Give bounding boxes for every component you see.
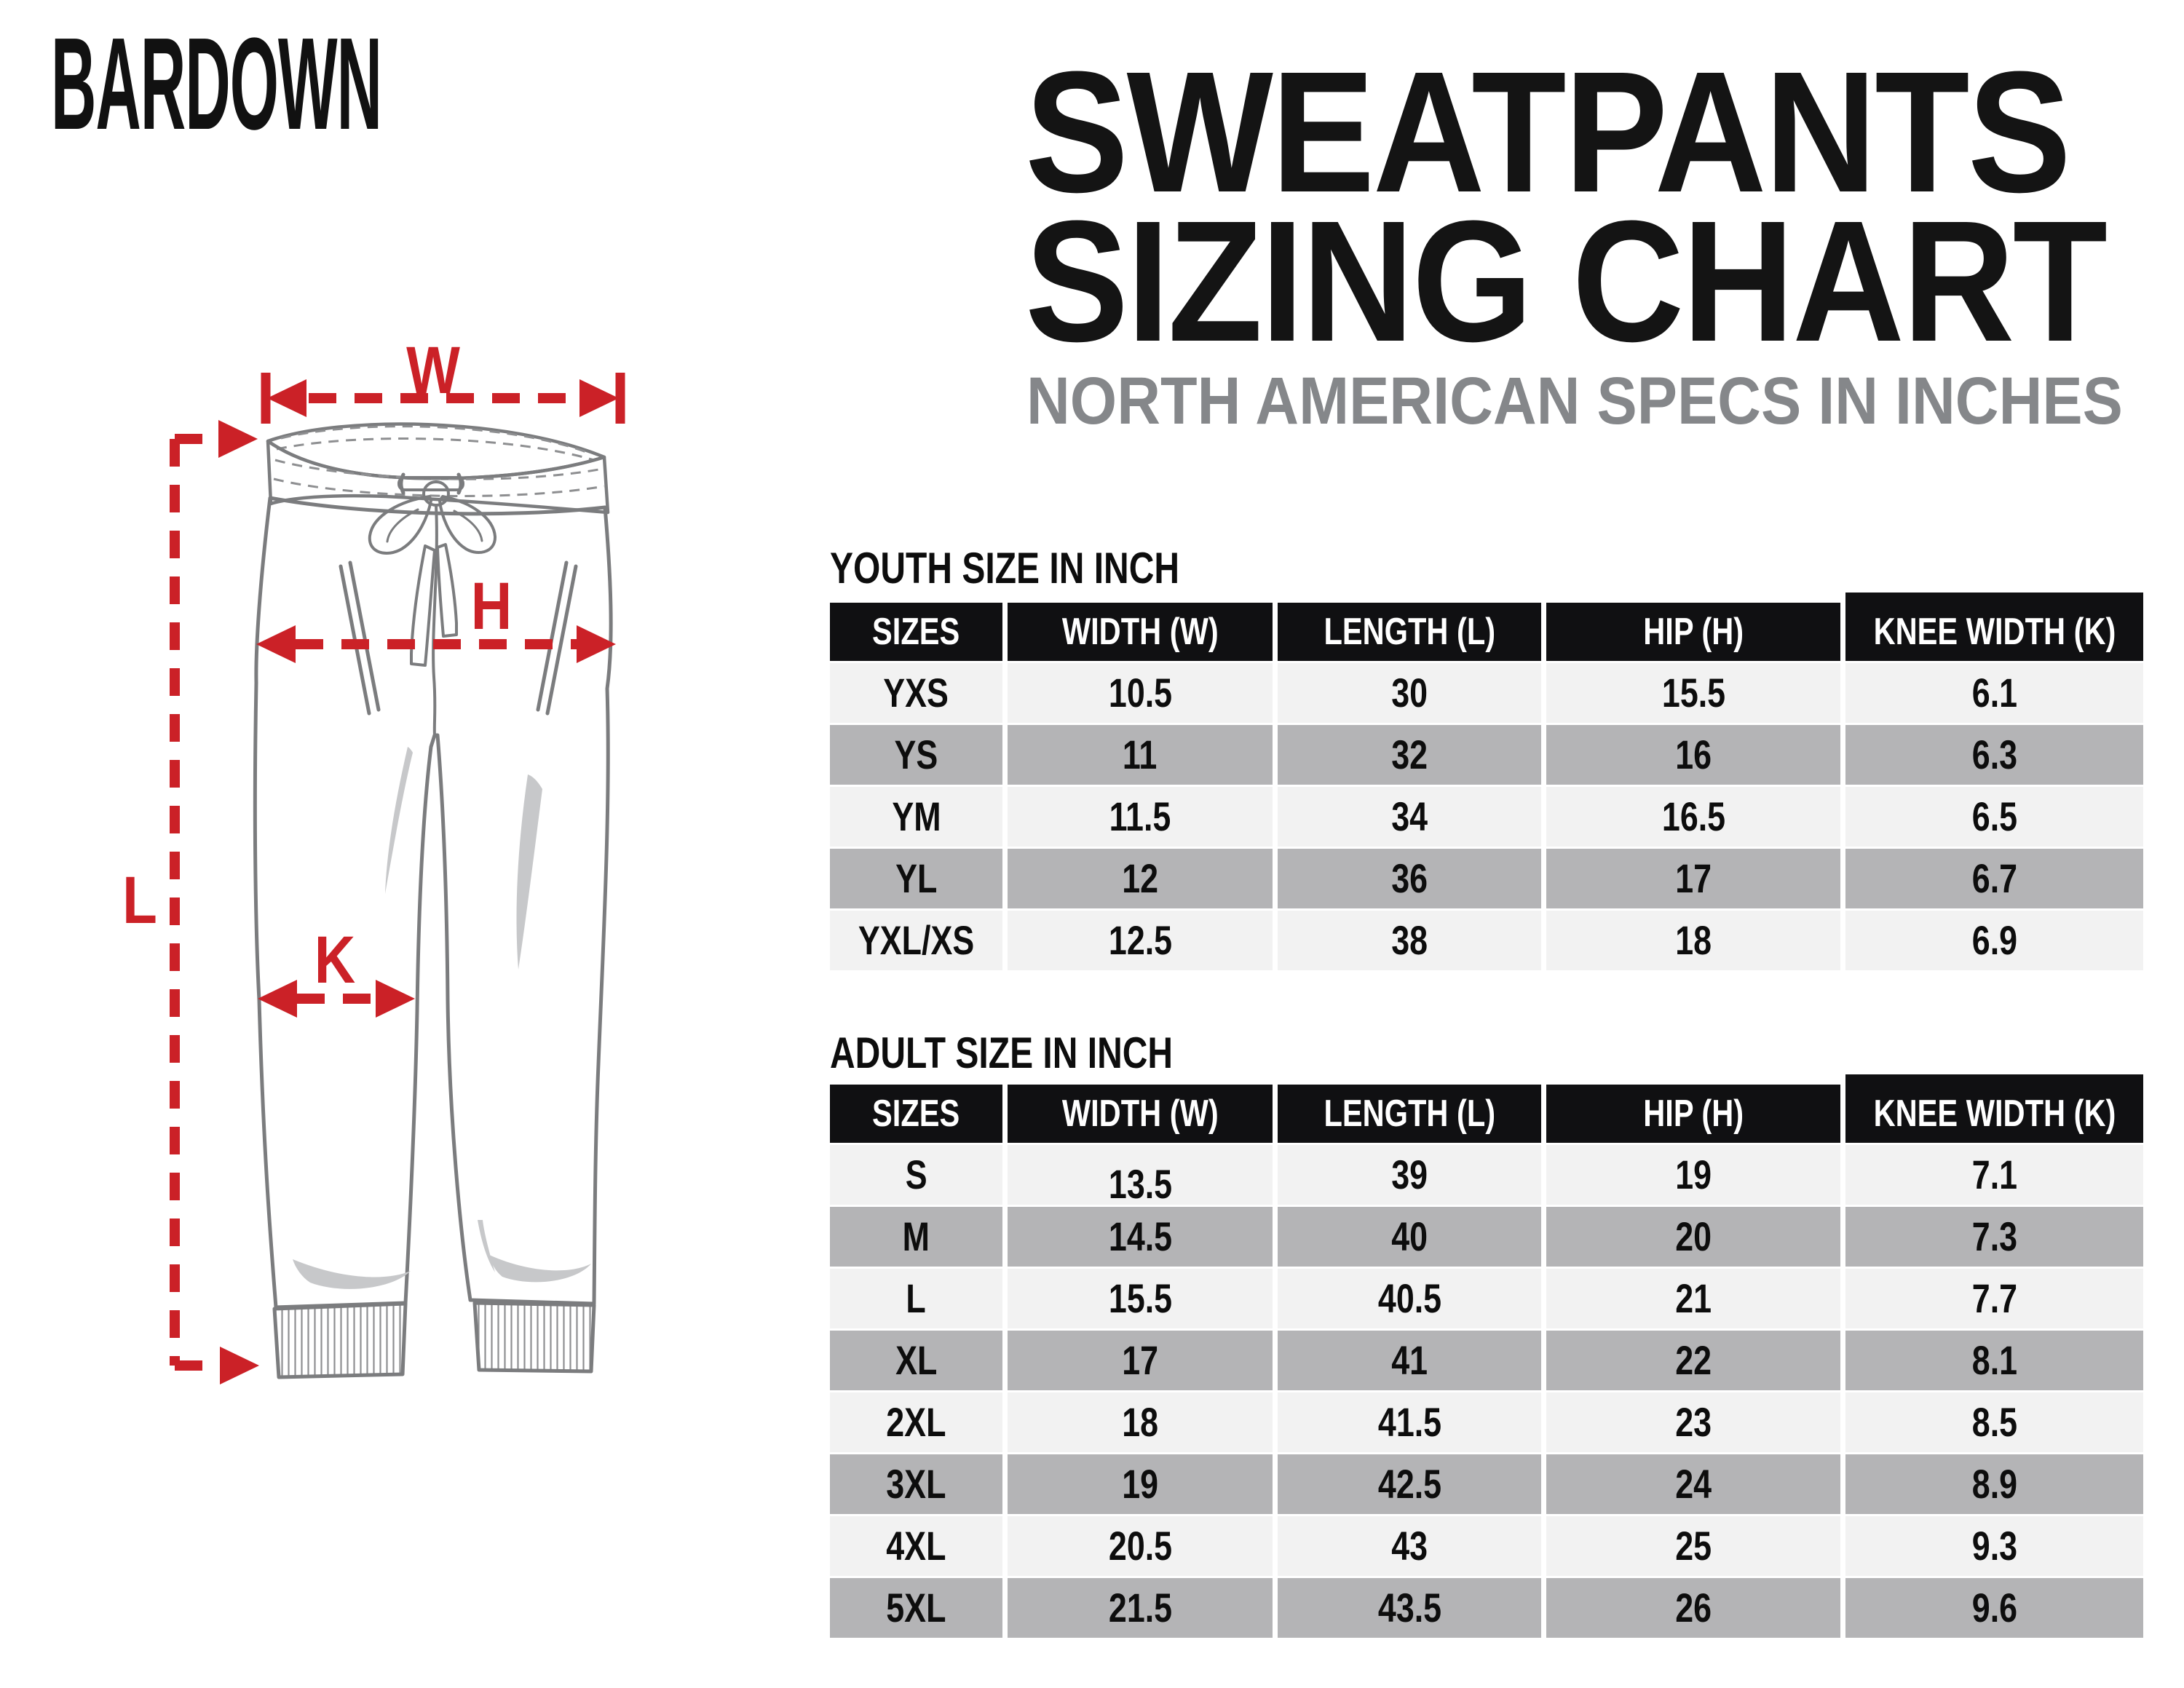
- size-cell: 2XL: [830, 1392, 1002, 1452]
- size-cell: XL: [830, 1331, 1002, 1390]
- value-cell: 6.1: [1845, 663, 2143, 723]
- value-cell: 7.1: [1845, 1145, 2143, 1205]
- hip-label: H: [470, 569, 513, 644]
- pocket-welts: [341, 563, 576, 713]
- value-cell: 23: [1546, 1392, 1840, 1452]
- value-cell: 41: [1278, 1331, 1541, 1390]
- value-cell: 36: [1278, 849, 1541, 908]
- pants-outline: [255, 424, 611, 1377]
- value-cell: 10.5: [1008, 663, 1273, 723]
- value-cell: 42.5: [1278, 1454, 1541, 1514]
- size-cell: YS: [830, 725, 1002, 785]
- length-label: L: [122, 863, 157, 938]
- value-cell: 18: [1546, 911, 1840, 970]
- value-cell: 17: [1008, 1331, 1273, 1390]
- size-cell: YXS: [830, 663, 1002, 723]
- value-cell: 8.5: [1845, 1392, 2143, 1452]
- value-cell: 19: [1546, 1145, 1840, 1205]
- size-cell: 3XL: [830, 1454, 1002, 1514]
- value-cell: 22: [1546, 1331, 1840, 1390]
- length-arrow: [122, 420, 259, 1384]
- value-cell: 21.5: [1008, 1578, 1273, 1638]
- value-cell: 7.7: [1845, 1269, 2143, 1328]
- value-cell: 21: [1546, 1269, 1840, 1328]
- value-cell: 40: [1278, 1207, 1541, 1267]
- value-cell: 11.5: [1008, 787, 1273, 847]
- header-cell: HIP (H): [1546, 1085, 1840, 1143]
- value-cell: 41.5: [1278, 1392, 1541, 1452]
- value-cell: 16.5: [1546, 787, 1840, 847]
- waistband: [268, 424, 608, 512]
- size-cell: YXL/XS: [830, 911, 1002, 970]
- value-cell: 17: [1546, 849, 1840, 908]
- knee-label: K: [314, 923, 356, 998]
- value-cell: 15.5: [1546, 663, 1840, 723]
- value-cell: 15.5: [1008, 1269, 1273, 1328]
- value-cell: 39: [1278, 1145, 1541, 1205]
- value-cell: 38: [1278, 911, 1541, 970]
- value-cell: 20: [1546, 1207, 1840, 1267]
- size-cell: 5XL: [830, 1578, 1002, 1638]
- size-cell: M: [830, 1207, 1002, 1267]
- value-cell: 8.1: [1845, 1331, 2143, 1390]
- value-cell: 40.5: [1278, 1269, 1541, 1328]
- value-cell: 6.9: [1845, 911, 2143, 970]
- value-cell: 13.5: [1008, 1145, 1273, 1205]
- value-cell: 16: [1546, 725, 1840, 785]
- youth-table-title: YOUTH SIZE IN INCH: [830, 544, 1180, 593]
- value-cell: 11: [1008, 725, 1273, 785]
- ribbed-cuffs: [274, 1303, 594, 1377]
- brand-logo-text: BARDOWN: [51, 11, 382, 157]
- width-arrow: [266, 335, 620, 424]
- sweatpants-diagram: [102, 335, 713, 1427]
- page-subtitle: NORTH AMERICAN SPECS IN INCHES: [1026, 364, 2123, 438]
- width-label: W: [406, 335, 460, 408]
- value-cell: 6.3: [1845, 725, 2143, 785]
- value-cell: 32: [1278, 725, 1541, 785]
- value-cell: 19: [1008, 1454, 1273, 1514]
- value-cell: 30: [1278, 663, 1541, 723]
- size-cell: L: [830, 1269, 1002, 1328]
- value-cell: 6.5: [1845, 787, 2143, 847]
- value-cell: 12.5: [1008, 911, 1273, 970]
- value-cell: 9.6: [1845, 1578, 2143, 1638]
- header-cell: SIZES: [830, 603, 1002, 661]
- youth-size-table: [830, 603, 2143, 970]
- knee-arrow: [258, 923, 415, 1018]
- adult-table-title: ADULT SIZE IN INCH: [830, 1029, 1174, 1077]
- header-cell: WIDTH (W): [1008, 603, 1273, 661]
- value-cell: 20.5: [1008, 1516, 1273, 1576]
- value-cell: 7.3: [1845, 1207, 2143, 1267]
- page-title-line2: SIZING CHART: [1025, 185, 2106, 378]
- adult-size-table: [830, 1085, 2143, 1638]
- value-cell: 43.5: [1278, 1578, 1541, 1638]
- value-cell: 9.3: [1845, 1516, 2143, 1576]
- header-cell: WIDTH (W): [1008, 1085, 1273, 1143]
- brand-logo: [51, 11, 740, 157]
- size-cell: S: [830, 1145, 1002, 1205]
- header-cell: SIZES: [830, 1085, 1002, 1143]
- value-cell: 8.9: [1845, 1454, 2143, 1514]
- header-cell: HIP (H): [1546, 603, 1840, 661]
- header-cell: KNEE WIDTH (K): [1845, 1085, 2143, 1143]
- page-title-line1: SWEATPANTS: [1025, 36, 2070, 229]
- value-cell: 34: [1278, 787, 1541, 847]
- value-cell: 6.7: [1845, 849, 2143, 908]
- value-cell: 14.5: [1008, 1207, 1273, 1267]
- size-cell: YM: [830, 787, 1002, 847]
- header-cell: LENGTH (L): [1278, 1085, 1541, 1143]
- header-cell: LENGTH (L): [1278, 603, 1541, 661]
- value-cell: 43: [1278, 1516, 1541, 1576]
- size-cell: 4XL: [830, 1516, 1002, 1576]
- value-cell: 18: [1008, 1392, 1273, 1452]
- value-cell: 24: [1546, 1454, 1840, 1514]
- header-cell: KNEE WIDTH (K): [1845, 603, 2143, 661]
- value-cell: 25: [1546, 1516, 1840, 1576]
- value-cell: 12: [1008, 849, 1273, 908]
- value-cell: 26: [1546, 1578, 1840, 1638]
- size-cell: YL: [830, 849, 1002, 908]
- drawstring-cord: [433, 505, 437, 735]
